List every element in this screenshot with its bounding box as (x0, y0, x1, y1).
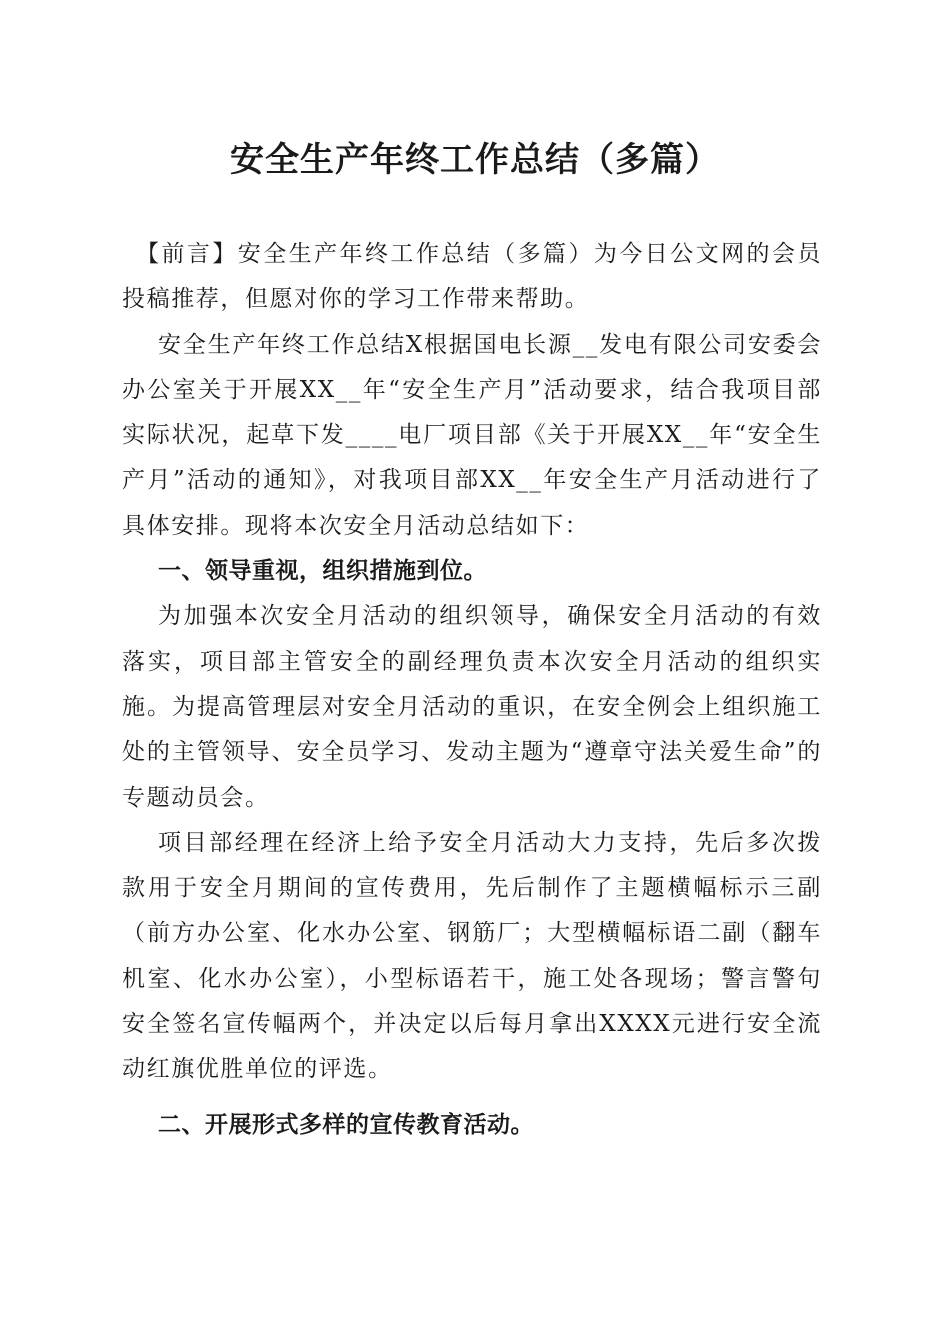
section-heading-2: 二、开展形式多样的宣传教育活动。 (158, 1111, 534, 1138)
section-1-paragraph-1: 为加强本次安全月活动的组织领导，确保安全月活动的有效落实，项目部主管安全的副经理负责本次安全月活动的组织实施。为提高管理层对安全月活动的重识，在安全例会上组织施工处的主管领导、安全员学习、发动主题为“遵章守法关爱生命”的专题动员会。 (122, 603, 822, 811)
intro-paragraph: 安全生产年终工作总结X根据国电长源__发电有限公司安委会办公室关于开展XX__年“安全生产月”活动要求，结合我项目部实际状况，起草下发____电厂项目部《关于开展XX__年“安全生产月”活动的通知》，对我项目部XX__年安全生产月活动进行了具体安排。现将本次安全月活动总结如下： (122, 331, 822, 539)
document-body (122, 232, 822, 1148)
section-1-paragraph-2: 项目部经理在经济上给予安全月活动大力支持，先后多次拨款用于安全月期间的宣传费用，先后制作了主题横幅标示三副（前方办公室、化水办公室、钢筋厂；大型横幅标语二副（翻车机室、化水办公室），小型标语若干，施工处各现场；警言警句安全签名宣传幅两个，并决定以后每月拿出XXXX元进行安全流动红旗优胜单位的评选。 (122, 829, 822, 1083)
section-heading-1: 一、领导重视，组织措施到位。 (158, 558, 487, 585)
document-title: 安全生产年终工作总结（多篇） (230, 140, 720, 180)
preface-paragraph: 【前言】安全生产年终工作总结（多篇）为今日公文网的会员投稿推荐，但愿对你的学习工作带来帮助。 (122, 241, 822, 313)
